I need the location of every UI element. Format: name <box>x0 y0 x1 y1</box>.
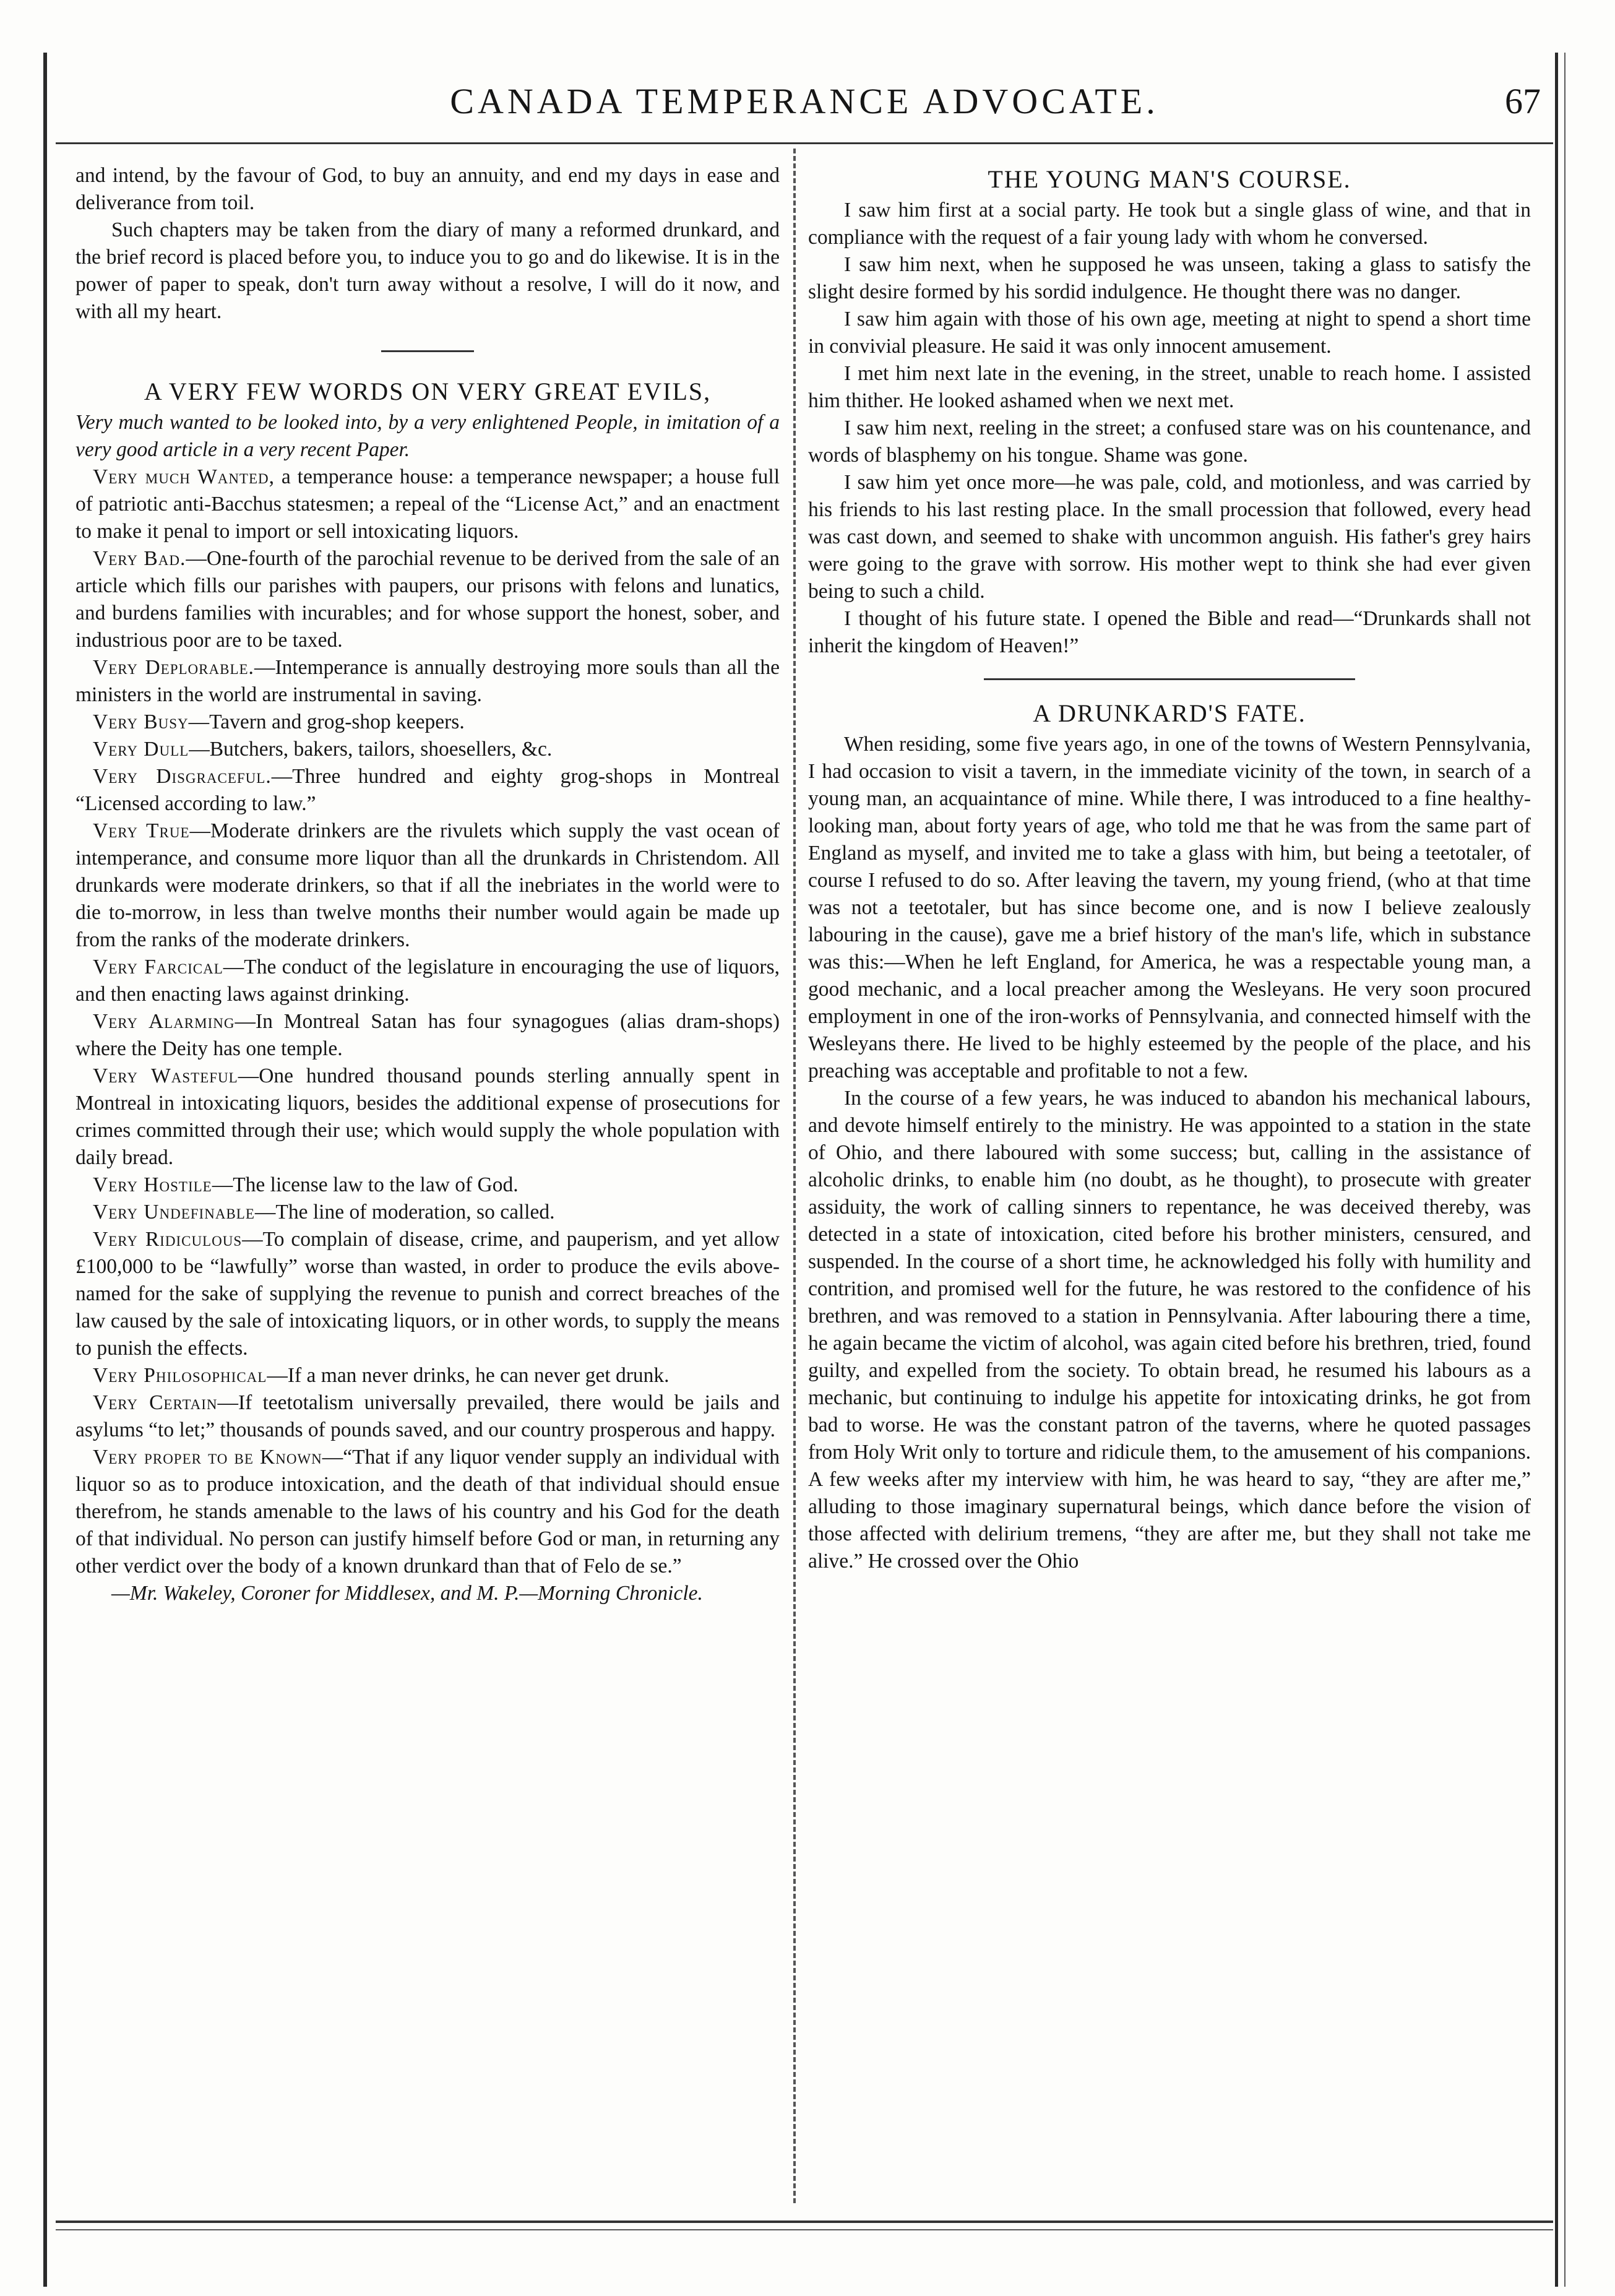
entry-keyword: Very Farcical <box>93 956 223 978</box>
continuation-paragraph: Such chapters may be taken from the diary of many a reformed drunkard, and the brief record is placed before you, to induce you to go and do likewise. It is in the power of paper to speak, don't turn away without a resolve, I will do it now, and with all my heart. <box>75 218 780 323</box>
entry-text: —One-fourth of the parochial revenue to be derived from the sale of an article which fills our parishes with paupers, our prisons with felons and lunatics, and burdens families with incurables; and for whose support the honest, sober, and industrious poor are to be taxed. <box>75 547 780 652</box>
right-border-rule-thin <box>1564 53 1565 2287</box>
left-border-rule <box>43 53 47 2287</box>
entry-item <box>75 1226 780 1362</box>
entry-item <box>75 1389 780 1444</box>
entry-text: —If teetotalism universally prevailed, there would be jails and asylums “to let;” thousands of pounds saved, and our country prosperous and happy. <box>75 1391 780 1441</box>
entry-keyword: Very Philosophical <box>93 1364 267 1387</box>
entry-keyword: Very Certain <box>93 1391 218 1414</box>
article-paragraph: I saw him again with those of his own age, meeting at night to spend a short time in convivial pleasure. He said it was only innocent amusement. <box>808 308 1531 358</box>
entry-keyword: Very Ridiculous <box>93 1228 243 1251</box>
entry-text: —One hundred thousand pounds sterling annually spent in Montreal in intoxicating liquors, besides the additional expense of prosecutions for crimes committed through their use; which would supply the whole population with daily bread. <box>75 1064 780 1169</box>
entry-item <box>75 1362 780 1389</box>
entry-text: —If a man never drinks, he can never get drunk. <box>267 1364 670 1387</box>
page-number: 67 <box>1505 81 1541 121</box>
left-column <box>75 162 780 2204</box>
entry-text: —The line of moderation, so called. <box>254 1201 555 1224</box>
entry-text: —Butchers, bakers, tailors, shoesellers, &c. <box>189 738 553 761</box>
entry-text: —Tavern and grog-shop keepers. <box>188 710 465 733</box>
entry-text: —“That if any liquor vender supply an individual with liquor so as to produce intoxication, and the death of that individual should ensue therefrom, he stands amenable to the laws of his country and his God for the death of that individual. No person can justify himself before God or man, in returning any other verdict over the body of a known drunkard than that of Felo de se.” <box>75 1446 780 1577</box>
bottom-rule <box>56 2220 1553 2223</box>
entry-text: —Moderate drinkers are the rivulets which supply the vast ocean of intemperance, and consume more liquor than all the drunkards in Christendom. All drunkards were moderate drinkers, so that if all the inebriates in the world were to die to-morrow, in less than twelve months their number would again be made up from the ranks of the moderate drinkers. <box>75 819 780 951</box>
entry-text: —The conduct of the legislature in encouraging the use of liquors, and then enacting laws against drinking. <box>75 956 780 1006</box>
right-border-rule <box>1555 53 1558 2287</box>
entry-item <box>75 1199 780 1226</box>
article-paragraph: I saw him next, when he supposed he was unseen, taking a glass to satisfy the slight desire formed by his sordid indulgence. He thought there was no danger. <box>808 253 1531 303</box>
entry-keyword: Very Busy <box>93 710 189 733</box>
article-title: A DRUNKARD'S FATE. <box>1033 699 1306 727</box>
entry-text: —The license law to the law of God. <box>212 1173 519 1196</box>
entry-keyword: Very much Wanted, <box>93 465 275 488</box>
entry-keyword: Very Dull <box>93 738 189 761</box>
article-paragraph: When residing, some five years ago, in one of the towns of Western Pennsylvania, I had occasion to visit a tavern, in the immediate vicinity of the town, in search of a young man, an acquaintance of mine. While there, I was introduced to a fine healthy-looking man, about forty years of age, who told me that he was from the same part of England as myself, and invited me to take a glass with him, but being a teetotaler, of course I refused to do so. After leaving the tavern, my young friend, (who at that time was not a teetotaler, but has since become one, and is now I believe zealously labouring in the cause), gave me a brief history of the man's life, which in substance was this:—When he left England, for America, he was a respectable young man, a good mechanic, and a local preacher among the Wesleyans. He very soon procured employment in one of the iron-works of Pennsylvania, and connected himself with the Wesleyans there. He lived to be highly esteemed by the people of the place, and his preaching was acceptable and profitable to not a few. <box>808 733 1531 1082</box>
article-paragraph: I thought of his future state. I opened the Bible and read—“Drunkards shall not inherit the kingdom of Heaven!” <box>808 607 1531 657</box>
entry-keyword: Very Alarming <box>93 1010 235 1033</box>
entry-item <box>75 1008 780 1063</box>
continuation-paragraph: and intend, by the favour of God, to buy an annuity, and end my days in ease and deliverance from toil. <box>75 164 780 214</box>
entry-item <box>75 954 780 1008</box>
article-paragraph: I saw him next, reeling in the street; a confused stare was on his countenance, and words of blasphemy on his tongue. Shame was gone. <box>808 416 1531 467</box>
entry-item <box>75 545 780 654</box>
section-separator <box>381 350 474 352</box>
entry-keyword: Very proper to be Known <box>93 1446 322 1469</box>
entry-item <box>75 818 780 954</box>
header-rule <box>56 142 1553 144</box>
article-paragraph: In the course of a few years, he was induced to abandon his mechanical labours, and devote himself entirely to the ministry. He was appointed to a station in the state of Ohio, and there laboured with some success; but, calling in the assistance of alcoholic drinks, to enable him (no doubt, as he thought), to prosecute with greater assiduity, the work of calling sinners to repentance, he was deceived thereby, was detected in a state of intoxication, cited before his brother ministers, censured, and suspended. In the course of a short time, he acknowledged his folly with humility and contrition, and promised well for the future, he was restored to the confidence of his brethren, and was removed to a station in Pennsylvania. After labouring there a time, he again became the victim of alcohol, was again cited before his brethren, tried, found guilty, and expelled from the society. To obtain bread, he resumed his labours as a mechanic, but continuing to indulge his appetite for intoxicating drinks, he got from bad to worse. He was the constant patron of the taverns, where he quoted passages from Holy Writ only to torture and ridicule them, to the amusement of his companions. A few weeks after my interview with him, he was heard to say, “they are after me,” alluding to those imaginary supernatural beings, which dance before the vision of those affected with delirium tremens, “they are after me, but they shall not take me alive.” He crossed over the Ohio <box>808 1087 1531 1573</box>
article-paragraph: I saw him yet once more—he was pale, cold, and motionless, and was carried by his friends to his last resting place. In the small procession that followed, every head was cast down, and seemed to shake with uncommon anguish. His father's grey hairs were going to the grave with sorrow. His mother wept to think she had ever given being to such a child. <box>808 471 1531 603</box>
entry-item <box>75 736 780 763</box>
entry-item <box>75 1063 780 1172</box>
entry-keyword: Very Bad. <box>93 547 186 570</box>
entry-item <box>75 763 780 818</box>
section-separator <box>984 678 1355 680</box>
article-subtitle: Very much wanted to be looked into, by a very enlightened People, in imitation of a very good article in a very recent Paper. <box>75 411 780 461</box>
entry-keyword: Very True <box>93 819 190 842</box>
entry-keyword: Very Hostile <box>93 1173 212 1196</box>
entry-text: —To complain of disease, crime, and pauperism, and yet allow £100,000 to be “lawfully” worse than wasted, in order to produce the evils above-named for the sake of supplying the revenue to punish and correct breaches of the law caused by the sale of intoxicating liquors, or in other words, to supply the means to punish the effects. <box>75 1228 780 1360</box>
entry-text: —Three hundred and eighty grog-shops in Montreal “Licensed according to law.” <box>75 765 780 815</box>
entry-keyword: Very Wasteful <box>93 1064 238 1087</box>
entry-keyword: Very Deplorable. <box>93 656 254 679</box>
article-paragraph: I saw him first at a social party. He took but a single glass of wine, and that in compliance with the request of a fair young lady with whom he conversed. <box>808 199 1531 249</box>
article-title: THE YOUNG MAN'S COURSE. <box>988 165 1351 193</box>
publication-title: CANADA TEMPERANCE ADVOCATE. <box>450 81 1159 121</box>
column-divider <box>793 149 796 2203</box>
entries-list <box>75 464 780 1580</box>
article-attribution: —Mr. Wakeley, Coroner for Middlesex, and M. P.—Morning Chronicle. <box>111 1582 703 1605</box>
entry-text: a temperance house: a temperance newspaper; a house full of patriotic anti-Bacchus statesmen; a repeal of the “License Act,” and an enactment to make it penal to import or sell intoxicating liquors. <box>75 465 780 543</box>
bottom-rule-thin <box>56 2229 1553 2230</box>
entry-item <box>75 654 780 709</box>
entry-item <box>75 1444 780 1580</box>
entry-text: —In Montreal Satan has four synagogues (alias dram-shops) where the Deity has one temple. <box>75 1010 780 1060</box>
right-column <box>808 162 1531 2204</box>
entry-item <box>75 1172 780 1199</box>
entry-item <box>75 709 780 736</box>
article-title: A VERY FEW WORDS ON VERY GREAT EVILS, <box>144 378 712 405</box>
entry-keyword: Very Undefinable <box>93 1201 255 1224</box>
article-paragraph: I met him next late in the evening, in the street, unable to reach home. I assisted him thither. He looked ashamed when we next met. <box>808 362 1531 412</box>
entry-keyword: Very Disgraceful. <box>93 765 272 788</box>
page-header <box>56 74 1553 130</box>
entry-item <box>75 464 780 545</box>
entry-text: —Intemperance is annually destroying more souls than all the ministers in the world are instrumental in saving. <box>75 656 780 706</box>
